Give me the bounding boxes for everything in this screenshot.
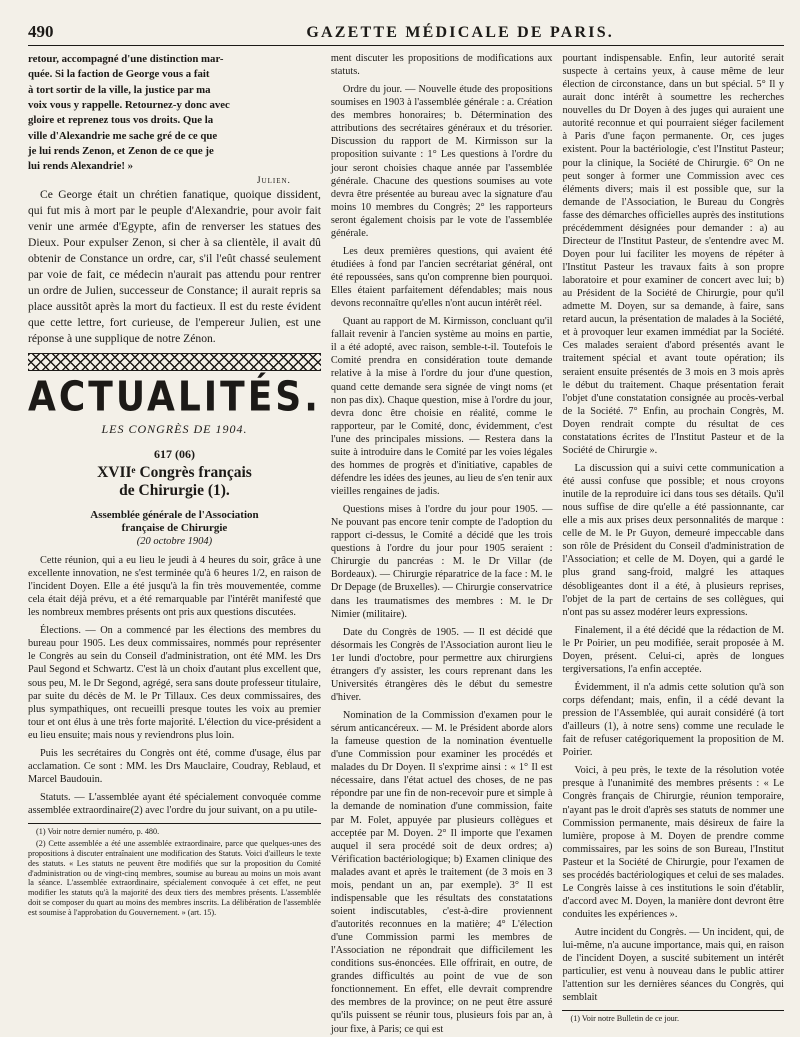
letter-line: lui rends Alexandrie! » xyxy=(28,160,134,173)
article-paragraph: Voici, à peu près, le texte de la résolution votée presque à l'unanimité des membres présents : « Le Congrès français de Chirurgie, réunion temporaire, n'ayant pas le droit d'après ses statuts de nommer une Commission permanente, mais désireux de faire la lumière, propose à M. Doyen de prendre comme commissaires, par les soins de son Bureau, l'Institut Pasteur et la Société de Chirurgie, pour l'examen de ses procédés bactériologiques et celui de ses malades. Le Congrès laisse à ces institutions le soin d'établir, d'accord avec M. Doyen, la manière dont devront être conduites les expériences ». xyxy=(562,765,785,920)
footnotes xyxy=(562,1010,784,1024)
column-1 xyxy=(28,52,321,1037)
letter-line: voix vous y rappelle. Retournez-y donc avec xyxy=(28,98,230,111)
article-paragraph: Cette réunion, qui a eu lieu le jeudi à 4 heures du soir, grâce à une excellente innovation, ne s'est terminée qu'à 6 heures 1/2, en raison de l'incident Doyen. Elle a été jusqu'à la fin très mouvementée, comme cela était déjà prévu, et a été remarquable par l'intérêt manifesté que les nombreux membres présents ont pris aux questions discutées. xyxy=(28,554,321,619)
assembly-title-line: française de Chirurgie xyxy=(121,521,228,534)
section-title: ACTUALITÉS. xyxy=(28,373,321,421)
footnotes xyxy=(28,823,321,918)
footnote: (1) Voir notre dernier numéro, p. 480. xyxy=(36,827,160,837)
article-paragraph: Finalement, il a été décidé que la rédaction de M. le Pr Poirier, un peu modifiée, serait proposée à M. Doyen, présent. Celui-ci, après de longues tergiversations, l'a enfin acceptée. xyxy=(562,624,785,675)
footnote: (2) Cette assemblée a été une assemblée extraordinaire, parce que quelques-unes des propositions à discuter entraînaient une modification des Statuts. Voici d'ailleurs le texte des statuts. « Les statuts ne peuvent être modifiés que sur la proposition du Comité d'administration ou de vingt-cinq membres, soumise au bureau au moins un mois avant la séance. L'assemblée extraordinaire, spécialement convoquée à cet effet, ne peut modifier les statuts qu'à la majorité des deux tiers des membres présents. L'assemblée doit se composer du quart au moins des membres inscrits. La délibération de l'assemblée est soumise à l'approbation du Gouvernement. » (art. 15). xyxy=(28,838,321,917)
columns xyxy=(28,52,784,1037)
congress-title xyxy=(28,464,321,500)
article-paragraph: La discussion qui a suivi cette communication a été aussi confuse que possible; et nous croyons inutile de la reproduire ici dans tous ses détails. Qu'il nous suffise de dire qu'elle a été passionnante, car elle a mis aux prises deux personnalités de marque : celle de M. le Pr Guyon, demeuré impeccable dans son rôle de Président du Conseil d'administration de l'Association; et celle de M. Doyen, qui a gardé le plus grand sang-froid, malgré les attaques désobligeantes dont il a été, à plusieurs reprises, l'objet de la part de certains de ses collègues, qui n'ont pas su assez modérer leurs expressions. xyxy=(562,462,785,618)
letter-line: quée. Si la faction de George vous a fait xyxy=(28,68,210,81)
letter-line: à tort sortir de la ville, la justice par ma xyxy=(28,83,211,96)
article-paragraph: Puis les secrétaires du Congrès ont été, comme d'usage, élus par acclamation. Ce sont : MM. les Drs Mauclaire, Coudray, Reblaud, et Marcel Baudouin. xyxy=(28,747,321,785)
article-paragraph: Date du Congrès de 1905. — Il est décidé que désormais les Congrès de l'Association auront lieu le 1er lundi d'octobre, pour permettre aux chirurgiens étrangers d'y assister, les cours reprenant dans les Universités étrangères dès le début du semestre d'hiver. xyxy=(330,626,553,703)
footnote: (1) Voir notre Bulletin de ce jour. xyxy=(570,1014,680,1024)
letter-line: retour, accompagné d'une distinction mar- xyxy=(28,53,224,65)
column-2 xyxy=(331,52,553,1037)
letter-line: gloire et reprenez tous vos droits. Que la xyxy=(28,114,214,127)
letter-excerpt xyxy=(28,52,321,175)
article-paragraph: Statuts. — L'assemblée ayant été spécialement convoquée comme assemblée extraordinaire(2) avec l'ordre du jour suivant, on a pu utile- xyxy=(28,792,321,817)
article-paragraph: Nomination de la Commission d'examen pour le sérum anticancéreux. — M. le Président aborde alors la fameuse question de la nomination éventuelle d'une Commission pour examiner les procédés et malades du Dr Doyen. Il s'exprime ainsi : « 1° Il est nécessaire, dans l'état actuel des choses, de ne pas répondre par une fin de non-recevoir pure et simple à la demande de nomination d'une commission, faite par M. Folet, appuyée par plusieurs collègues et acceptée par M. Doyen. 2° Il importe que l'examen auquel il sera procédé soit de deux ordres; a) Vérification bactériologique; b) Examen clinique des malades avant et après le traitement (de 3 mois en 3 mois, pendant un an, par exemple). 3° Il est indispensable que les résultats des constatations soient indiscutables, c'est-à-dire proviennent d'autorités reconnues en la matière; 4° L'élection d'une Commission parmi les membres de l'Association ne répondrait que difficilement les conditions sus-énoncées. Elle offrirait, en outre, de grandes difficultés au point de vue de son fonctionnement. En effet, elle devrait comprendre des membres de la province; on ne peut être assuré qu'ils puissent se réunir tous, plusieurs fois par an, à jour fixe, à Paris; ce qui est xyxy=(330,710,553,1035)
commentary-paragraph: Ce George était un chrétien fanatique, quoique dissident, qui fut mis à mort par le peuple d'Alexandrie, pour avoir fait venir une armée d'Egypte, afin de renverser les statues des Dieux. Pour expulser Zenon, si cher à sa clientèle, il avait dû obtenir de Constance un ordre, car, s'il l'eût chassé seulement par voie de fait, ce médecin n'aurait pas attendu pour rentrer un ordre de Julien, successeur de Constance; il aurait repris sa place aussitôt après la mort du factieux. Il est du reste évident que cette lettre, fort curieuse, de l'empereur Julien, est une réponse à une supplique de notre Zénon. xyxy=(28,187,321,345)
article-paragraph: Ordre du jour. — Nouvelle étude des propositions soumises en 1903 à l'assemblée générale : a. Création des membres honoraires; b. Détermination des attributions des secrétaires généraux et du trésorier. Discussion du rapport de M. Kirmisson sur la proposition suivante : 1° Les questions à l'ordre du jour seront choisies chaque année par l'assemblée générale. Chacune des questions soumises au vote devra être présentée au bureau avec la signature d'au moins 10 membres du Congrès; 2° les rapporteurs seront également choisis par le vote de l'assemblée générale. xyxy=(330,84,553,239)
letter-line: je lui rends Zenon, et Zenon de ce que je xyxy=(28,144,214,157)
article-paragraph: Autre incident du Congrès. — Un incident, qui, de lui-même, n'a aucune importance, mais qui, en raison de l'incident Doyen, a suscité subitement un intérêt particulier, est venu à nouveau dans le public attirer l'attention sur les dernières séances du Congrès, qui semblait xyxy=(562,927,785,1004)
ornamental-rule xyxy=(28,353,321,371)
assembly-title xyxy=(28,509,321,534)
page-number: 490 xyxy=(28,22,54,41)
classification-code: 617 (06) xyxy=(153,447,195,462)
article-paragraph: Les deux premières questions, qui avaient été étudiées à fond par l'ancien secrétariat général, ont été repoussées, sans qu'on comprenne bien pourquoi. Elles étaient parfaitement défendables; mais nous devons reconnaître qu'elles n'ont aucun intérêt réel. xyxy=(330,245,553,310)
article-paragraph: Quant au rapport de M. Kirmisson, concluant qu'il fallait revenir à l'ancien système au moins en partie, il a été adopté, avec raison, semble-t-il. Toutefois le Comité prendra en considération toute demande relative à la mise à l'ordre du jour d'une question, quand cette demande sera signée de vingt noms (et non pas dix). Chaque question, mise à l'ordre du jour, devra donc être choisie en réalité, comme le rapporteur, par le Comité, donc, évidemment, c'est l'une des principales missions. — Restera dans la suite à introduire dans le Comité par les voies légales des hommes de progrès et d'initiative, capables de défendre les idées des jeunes, au lieu de s'en tenir aux vieilles rengaines de jadis. xyxy=(330,316,553,497)
section-rubric: LES CONGRÈS DE 1904. xyxy=(101,422,248,437)
column-3 xyxy=(562,52,784,1037)
journal-title: GAZETTE MÉDICALE DE PARIS. xyxy=(306,24,614,41)
assembly-date: (20 octobre 1904) xyxy=(136,535,213,547)
running-head xyxy=(28,22,784,46)
article-paragraph: pourtant indispensable. Enfin, leur autorité serait suspecte à certains yeux, à cause même de leur élection de circonstance, dans un but spécial. 5° Il y aurait donc intérêt à soumettre les recherches nouvelles du Dr Doyen à des juges qui auraient une autorité reconnue et qui pourraient siéger facilement à Paris d'une façon permanente. Or, ces juges existent. Pour la bactériologie, c'est l'Institut Pasteur; pour la clinique, la Société de Chirurgie. 6° On ne peut songer à former une Commission avec ces éléments divers; mais il est possible que, sur la demande de l'Association, le Bureau du Congrès fasse des démarches officielles auprès des institutions précédemment désignées pour demander : a) au Directeur de l'Institut Pasteur, de s'entendre avec M. Doyen pour lui faciliter les moyens de répéter à l'Institut Pasteur les travaux faits à son propre laboratoire et pour examiner de concert avec lui; b) au Président de la Société de Chirurgie, pour qu'il admette M. Doyen, sur sa demande, à faire, sans retard aucun, la présentation de malades à la Société, et à provoquer leur examen immédiat par la Société. Ces malades seraient d'abord présentés avant le traitement spécial et avant toute opération; ils seraient ensuite présentés de 3 mois en 3 mois après le début du traitement. Chaque présentation ferait l'objet d'une constatation consignée au procès-verbal de la Société. 7° Enfin, au prochain Congrès, M. Doyen rendrait compte du résultat de ces constatations écrites de l'Institut Pasteur et de la Société de Chirurgie ». xyxy=(562,53,785,456)
assembly-title-line: Assemblée générale de l'Association xyxy=(90,509,259,522)
article-paragraph: Questions mises à l'ordre du jour pour 1905. — Ne pouvant pas encore tenir compte de l'adoption du rapport ci-dessus, le Comité a décidé que les trois questions à l'ordre du jour pour 1905 seraient : Chirurgie du pancréas : M. le Dr Villar (de Bordeaux). — Chirurgie réparatrice de la face : M. le Dr Depage (de Bruxelles). — Chirurgie conservatrice dans les traumatismes des membres : M. le Dr Nimier (militaire). xyxy=(330,504,553,620)
letter-signature: Julien. xyxy=(256,175,291,186)
article-paragraph: ment discuter les propositions de modifications aux statuts. xyxy=(330,53,553,78)
article-paragraph: Évidemment, il n'a admis cette solution qu'à son corps défendant; mais, enfin, il a cédé devant la pression de l'Assemblée, qui aurait considéré (à tort d'ailleurs (1), à notre sens) comme une reculade le fait de refuser catégoriquement la proposition de M. Poirier. xyxy=(562,681,785,759)
congress-title-line: de Chirurgie (1). xyxy=(119,481,230,499)
congress-title-line: XVIIᵉ Congrès français xyxy=(97,463,252,481)
article-paragraph: Élections. — On a commencé par les élections des membres du bureau pour 1905. Les deux commissaires, nommés pour représenter le Congrès au sein du Conseil d'administration, ont été MM. les Drs Paul Segond et Schwartz. C'est là un choix d'autant plus excellent que, sous peu, M. le Dr Segond, agrégé, sera sans doute professeur titulaire, par suite du décès de M. le Pr Tillaux. Ces deux commissaires, des plus sympathiques, ont recueilli presque toutes les voix au premier tour et ont élus à une très forte majorité. L'élection du vice-président a eu lieu ensuite; mais nous y reviendrons plus loin. xyxy=(28,625,321,741)
letter-line: ville d'Alexandrie me sache gré de ce que xyxy=(28,129,218,142)
commentary-block xyxy=(28,187,321,347)
